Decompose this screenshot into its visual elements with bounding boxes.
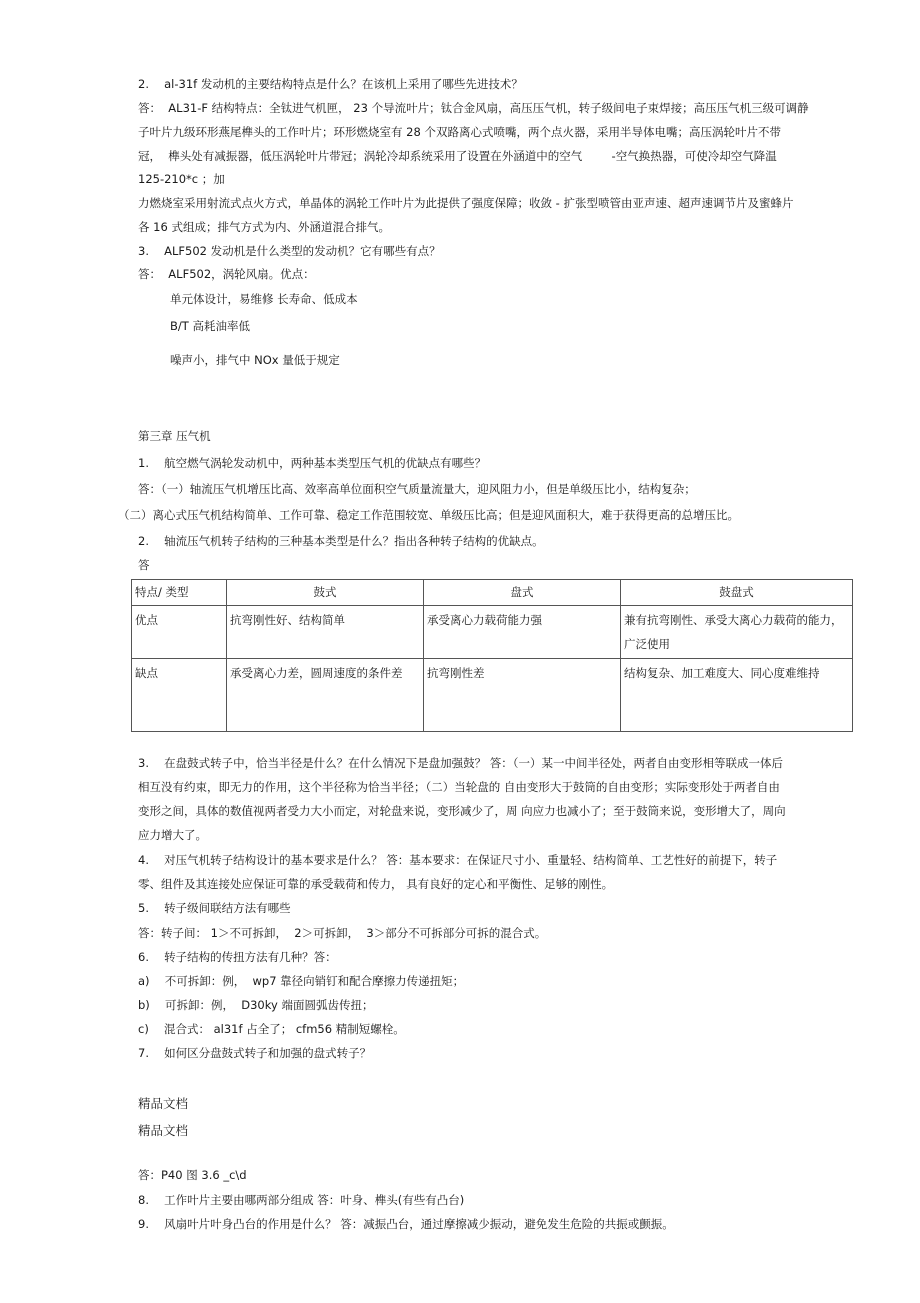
ch3-question-3-line-2: 相互没有约束，即无力的作用，这个半径称为恰当半径；（二）当轮盘的 自由变形大于鼓筒的自由变形；实际变形处于两者自由 — [138, 780, 780, 794]
advantage-2: B/T 高耗油率低 — [170, 319, 250, 333]
table-header-cell: 鼓式 — [227, 580, 424, 606]
ch3-question-8: 8. 工作叶片主要由哪两部分组成 答：叶身、榫头(有些有凸台) — [138, 1193, 465, 1207]
table-row — [132, 606, 853, 659]
ch3-answer-6-item-c: c) 混合式： al31f 占全了； cfm56 精制短螺栓。 — [138, 1022, 405, 1036]
table-header-cell: 盘式 — [424, 580, 621, 606]
ch3-answer-6-item-a: a) 不可拆卸：例， wp7 靠径向销钉和配合摩擦力传递扭矩； — [138, 974, 465, 988]
table-cell: 承受离心力差，圆周速度的条件差 — [227, 659, 424, 732]
ch3-question-1: 1. 航空燃气涡轮发动机中，两种基本类型压气机的优缺点有哪些？ — [138, 456, 487, 470]
ch3-question-3-line-4: 应力增大了。 — [138, 828, 207, 842]
question-3: 3. ALF502 发动机是什么类型的发动机？它有哪些有点？ — [138, 244, 441, 258]
watermark-text: 精品文档 — [138, 1123, 189, 1138]
table-cell: 承受离心力载荷能力强 — [424, 606, 621, 659]
watermark-text: 精品文档 — [138, 1096, 189, 1111]
table-cell: 抗弯刚性好、结构简单 — [227, 606, 424, 659]
ch3-question-3-line-3: 变形之间，具体的数值视两者受力大小而定，对轮盘来说，变形减少了，周 向应力也减小了；至于鼓筒来说，变形增大了，周向 — [138, 804, 786, 818]
ch3-answer-7: 答：P40 图 3.6 _c\d — [138, 1168, 247, 1182]
ch3-question-5: 5. 转子级间联结方法有哪些 — [138, 901, 291, 915]
ch3-answer-6-item-b: b) 可拆卸：例， D30ky 端面圆弧齿传扭； — [138, 998, 374, 1012]
answer-2-line-1: 答： AL31-F 结构特点：全钛进气机匣， 23 个导流叶片；钛合金风扇，高压压气机，转子级间电子束焊接；高压压气机三级可调静 — [138, 101, 809, 115]
table-cell: 结构复杂、加工难度大、同心度难维持 — [621, 659, 853, 732]
answer-2-line-4: 125-210*c ；加 — [138, 172, 225, 186]
ch3-question-9: 9. 风扇叶片叶身凸台的作用是什么？ 答：减振凸台，通过摩擦减少振动，避免发生危险的共振或颤振。 — [138, 1217, 674, 1231]
ch3-answer-1-line-1: 答：（一）轴流压气机增压比高、效率高单位面积空气质量流量大，迎风阻力小，但是单级压比小，结构复杂； — [138, 482, 696, 496]
ch3-answer-1-line-2: （二）离心式压气机结构简单、工作可靠、稳定工作范围较宽、单级压比高；但是迎风面积大，难于获得更高的总增压比。 — [118, 508, 739, 522]
ch3-answer-5: 答：转子间： 1＞不可拆卸， 2＞可拆卸， 3＞部分不可拆部分可拆的混合式。 — [138, 926, 547, 940]
table-header-cell: 鼓盘式 — [621, 580, 853, 606]
ch3-answer-2-label: 答 — [138, 558, 150, 572]
table-row — [132, 659, 853, 732]
table-cell: 缺点 — [132, 659, 227, 732]
ch3-question-4-line-2: 零、组件及其连接处应保证可靠的承受载荷和传力， 具有良好的定心和平衡性、足够的刚性。 — [138, 877, 614, 891]
table-cell: 优点 — [132, 606, 227, 659]
table-header-cell: 特点/ 类型 — [132, 580, 227, 606]
ch3-question-6: 6. 转子结构的传扭方法有几种？答： — [138, 950, 337, 964]
answer-3: 答： ALF502，涡轮风扇。优点： — [138, 267, 315, 281]
answer-2-line-6: 各 16 式组成；排气方式为内、外涵道混合排气。 — [138, 220, 390, 234]
answer-2-line-2: 子叶片九级环形燕尾榫头的工作叶片；环形燃烧室有 28 个双路离心式喷嘴，两个点火器，采用半导体电嘴；高压涡轮叶片不带 — [138, 125, 781, 139]
ch3-question-2: 2. 轴流压气机转子结构的三种基本类型是什么？指出各种转子结构的优缺点。 — [138, 534, 544, 548]
answer-2-line-3: 冠， 榫头处有减振器，低压涡轮叶片带冠；涡轮冷却系统采用了设置在外涵道中的空气 -空气换热器，可使冷却空气降温 — [138, 149, 777, 163]
advantage-3: 噪声小，排气中 NOx 量低于规定 — [170, 353, 340, 367]
ch3-question-4-line-1: 4. 对压气机转子结构设计的基本要求是什么？ 答：基本要求：在保证尺寸小、重量轻、结构简单、工艺性好的前提下，转子 — [138, 853, 778, 867]
table-cell: 兼有抗弯刚性、承受大离心力载荷的能力，广泛使用 — [621, 606, 853, 659]
ch3-question-3-line-1: 3. 在盘鼓式转子中，恰当半径是什么？在什么情况下是盘加强鼓？ 答：（一）某一中间半径处，两者自由变形相等联成一体后 — [138, 756, 784, 770]
question-2: 2. al-31f 发动机的主要结构特点是什么？在该机上采用了哪些先进技术？ — [138, 77, 523, 91]
rotor-comparison-table — [131, 579, 853, 732]
advantage-1: 单元体设计，易维修 长寿命、低成本 — [170, 292, 358, 306]
chapter-title: 第三章 压气机 — [138, 429, 211, 443]
answer-2-line-5: 力燃烧室采用射流式点火方式，单晶体的涡轮工作叶片为此提供了强度保障；收敛 - 扩张型喷管由亚声速、超声速调节片及蜜蜂片 — [138, 196, 794, 210]
table-header-row — [132, 580, 853, 606]
ch3-question-7: 7. 如何区分盘鼓式转子和加强的盘式转子？ — [138, 1046, 372, 1060]
table-cell: 抗弯刚性差 — [424, 659, 621, 732]
